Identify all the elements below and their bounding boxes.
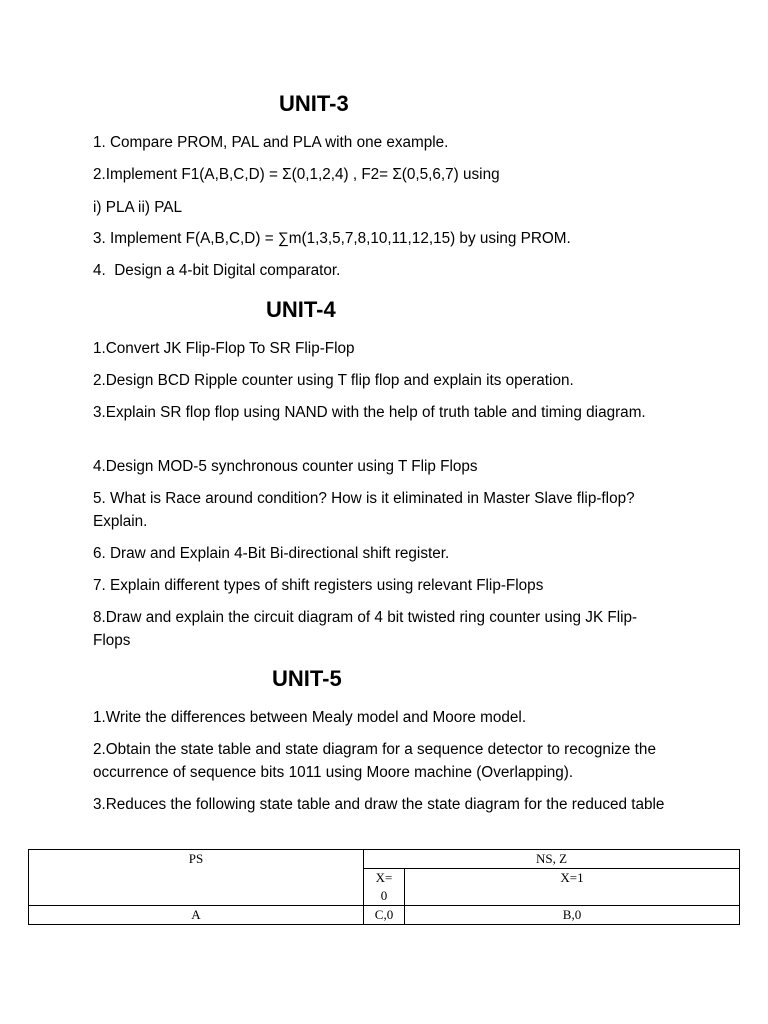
x1-header: X=1 (405, 869, 740, 906)
unit-5-item-3: 3.Reduces the following state table and draw the state diagram for the reduced table (93, 796, 665, 813)
unit-4-heading: UNIT-4 (266, 297, 336, 322)
unit-4-item-6: 6. Draw and Explain 4-Bit Bi-directional shift register. (93, 545, 450, 562)
unit-4-item-8: 8.Draw and explain the circuit diagram of 4 bit twisted ring counter using JK Flip-Flops (93, 609, 638, 649)
unit-3-item-4: 4. Design a 4-bit Digital comparator. (93, 262, 341, 279)
unit-3-item-2-sub: i) PLA ii) PAL (93, 199, 182, 216)
table-cell-x1: B,0 (405, 906, 740, 925)
unit-4-item-1: 1.Convert JK Flip-Flop To SR Flip-Flop (93, 340, 355, 357)
unit-4-item-2: 2.Design BCD Ripple counter using T flip flop and explain its operation. (93, 372, 574, 389)
unit-4-item-4: 4.Design MOD-5 synchronous counter using T Flip Flops (93, 458, 478, 475)
unit-5-item-1: 1.Write the differences between Mealy model and Moore model. (93, 709, 527, 726)
unit-5-item-2: 2.Obtain the state table and state diagram for a sequence detector to recognize the occurrence of sequence bits 1011 using Moore machine (Overlapping). (93, 741, 669, 781)
unit-3-item-3: 3. Implement F(A,B,C,D) = ∑m(1,3,5,7,8,10,11,12,15) by using PROM. (93, 230, 571, 247)
unit-5-heading: UNIT-5 (272, 666, 342, 691)
unit-4-item-3: 3.Explain SR flop flop using NAND with the help of truth table and timing diagram. (93, 404, 646, 421)
unit-3-heading: UNIT-3 (279, 91, 349, 116)
table-row (29, 906, 740, 925)
ps-header: PS (29, 850, 364, 906)
unit-3-item-2: 2.Implement F1(A,B,C,D) = Σ(0,1,2,4) , F2= Σ(0,5,6,7) using (93, 166, 500, 183)
unit-4-item-5: 5. What is Race around condition? How is it eliminated in Master Slave flip-flop? Explain. (93, 490, 635, 530)
state-table (28, 849, 740, 925)
table-cell-ps: A (29, 906, 364, 925)
table-cell-x0: C,0 (364, 906, 405, 925)
x0-header: X= 0 (364, 869, 405, 906)
ns-z-header: NS, Z (364, 850, 740, 869)
unit-3-item-1: 1. Compare PROM, PAL and PLA with one example. (93, 134, 449, 151)
unit-4-item-7: 7. Explain different types of shift registers using relevant Flip-Flops (93, 577, 544, 594)
